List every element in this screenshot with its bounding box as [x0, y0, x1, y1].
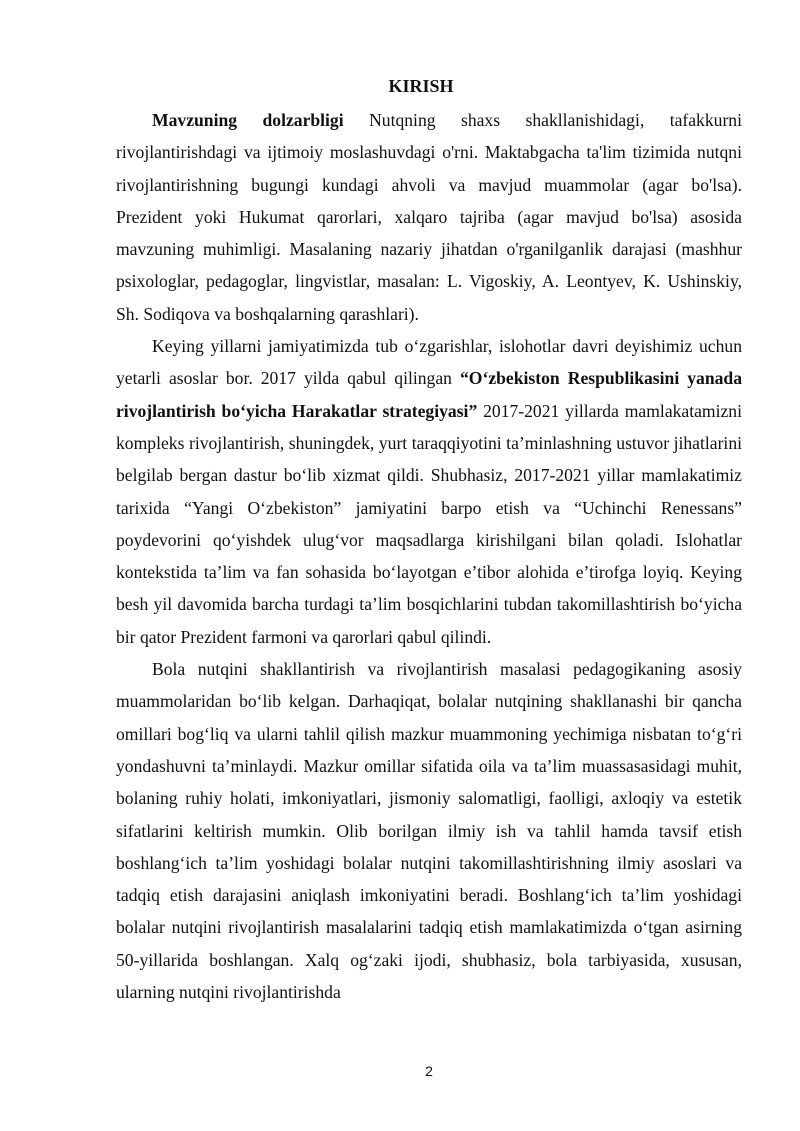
- reforms-text-after: 2017-2021 yillarda mamlakatamizni kompleks rivojlantirish, shuningdek, yurt taraqqiyotini ta’minlashning ustuvor jihatlarini belgilab bergan dastur bo‘lib xizmat qildi. Shubhasiz, 2017-2021 yillar mamlakatimiz tarixida “Yangi O‘zbekiston” jamiyatini barpo etish va “Uchinchi Renessans” poydevorini qo‘yishdek ulug‘vor maqsadlarga kirishilgani bilan qoladi. Islohatlar kontekstida ta’lim va fan sohasida bo‘layotgan e’tibor alohida e’tirofga loyiq. Keying besh yil davomida barcha turdagi ta’lim bosqichlarini tubdan takomillashtirish bo‘yicha bir qator Prezident farmoni va qarorlari qabul qilindi.: [116, 400, 742, 647]
- relevance-text: Nutqning shaxs shakllanishidagi, tafakkurni rivojlantirishdagi va ijtimoiy moslashuvdagi o'rni. Maktabgacha ta'lim tizimida nutqni rivojlantirishning bugungi kundagi ahvoli va mavjud muammolar (agar bo'lsa). Prezident yoki Hukumat qarorlari, xalqaro tajriba (agar mavjud bo'lsa) asosida mavzuning muhimligi. Masalaning nazariy jihatdan o'rganilganlik darajasi (mashhur psixologlar, pedagoglar, lingvistlar, masalan: L. Vigoskiy, A. Leontyev, K. Ushinskiy, Sh. Sodiqova va boshqalarning qarashlari).: [116, 110, 742, 324]
- page-number: 2: [425, 1063, 433, 1079]
- reforms-text-before: Keying yillarni jamiyatimizda tub o‘zgarishlar, islohotlar davri deyishimiz uchun yetarli asoslar bor. 2017 yilda qabul qilingan: [116, 336, 742, 389]
- body-text: [116, 104, 742, 1008]
- paragraph-speech-development: [116, 653, 742, 1008]
- paragraph-reforms: [116, 330, 742, 653]
- paragraph-relevance: [116, 104, 742, 330]
- speech-development-text: Bola nutqini shakllantirish va rivojlantirish masalasi pedagogikaning asosiy muammolaridan bo‘lib kelgan. Darhaqiqat, bolalar nutqining shakllanashi bir qancha omillari bog‘liq va ularni tahlil qilish mazkur muammoning yechimiga nisbatan to‘g‘ri yondashuvni ta’minlaydi. Mazkur omillar sifatida oila va ta’lim muassasasidagi muhit, bolaning ruhiy holati, imkoniyatlari, jismoniy salomatligi, faolligi, axloqiy va estetik sifatlarini keltirish mumkin. Olib borilgan ilmiy ish va tahlil hamda tavsif etish boshlang‘ich ta’lim yoshidagi bolalar nutqini takomillashtirishning ilmiy asoslari va tadqiq etish darajasini aniqlash imkoniyatini beradi. Boshlang‘ich ta’lim yoshidagi bolalar nutqini rivojlantirish masalalarini tadqiq etish mamlakatimizda o‘tgan asirning 50-yillarida boshlangan. Xalq og‘zaki ijodi, shubhasiz, bola tarbiyasida, xususan, ularning nutqini rivojlantirishda: [116, 659, 742, 1003]
- page-title: KIRISH: [388, 76, 454, 96]
- relevance-heading: Mavzuning dolzarbligi: [152, 110, 344, 130]
- strategy-title: “O‘zbekiston Respublikasini yanada rivojlantirish bo‘yicha Harakatlar strategiyasi”: [116, 368, 742, 421]
